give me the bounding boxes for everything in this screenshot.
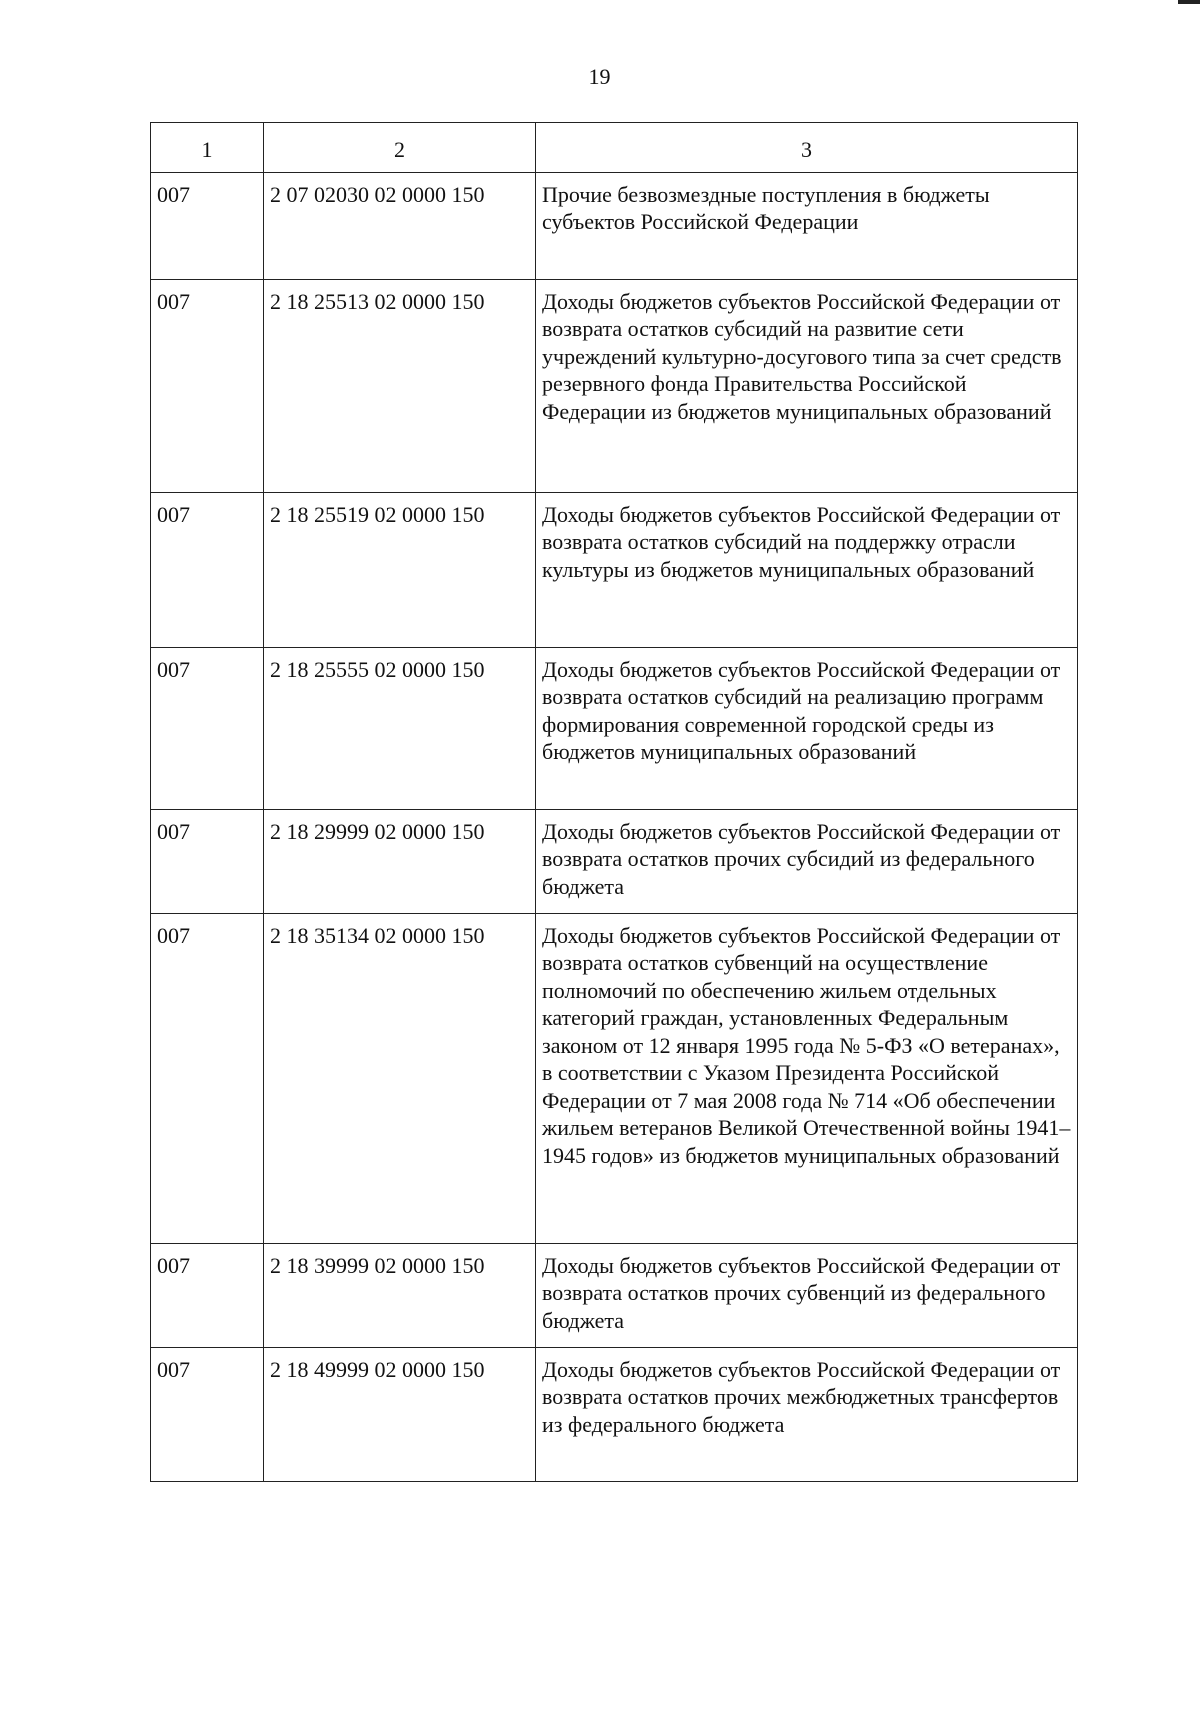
admin-code-cell: 007 bbox=[151, 279, 264, 492]
income-code-cell: 2 18 29999 02 0000 150 bbox=[264, 809, 536, 913]
income-codes-table bbox=[150, 122, 1078, 1482]
admin-code-cell: 007 bbox=[151, 1347, 264, 1481]
admin-code-cell: 007 bbox=[151, 809, 264, 913]
admin-code-cell: 007 bbox=[151, 647, 264, 809]
income-code-cell: 2 07 02030 02 0000 150 bbox=[264, 172, 536, 279]
income-name-cell: Доходы бюджетов субъектов Российской Федерации от возврата остатков субсидий на поддержку отрасли культуры из бюджетов муниципальных образований bbox=[536, 492, 1078, 647]
income-code-cell: 2 18 35134 02 0000 150 bbox=[264, 913, 536, 1243]
admin-code-cell: 007 bbox=[151, 913, 264, 1243]
header-col-3: 3 bbox=[536, 123, 1078, 173]
income-code-cell: 2 18 39999 02 0000 150 bbox=[264, 1243, 536, 1347]
table-row bbox=[151, 492, 1078, 647]
table-row bbox=[151, 647, 1078, 809]
page-number: 19 bbox=[588, 64, 611, 89]
table-row bbox=[151, 1243, 1078, 1347]
income-code-cell: 2 18 25555 02 0000 150 bbox=[264, 647, 536, 809]
income-code-cell: 2 18 25513 02 0000 150 bbox=[264, 279, 536, 492]
table-row bbox=[151, 913, 1078, 1243]
income-name-cell: Доходы бюджетов субъектов Российской Федерации от возврата остатков прочих межбюджетных трансфертов из федерального бюджета bbox=[536, 1347, 1078, 1481]
admin-code-cell: 007 bbox=[151, 492, 264, 647]
income-code-cell: 2 18 25519 02 0000 150 bbox=[264, 492, 536, 647]
income-name-cell: Доходы бюджетов субъектов Российской Федерации от возврата остатков субсидий на развитие сети учреждений культурно-досугового типа за счет средств резервного фонда Правительства Российской Федерации из бюджетов муниципальных образований bbox=[536, 279, 1078, 492]
table-header-row bbox=[151, 123, 1078, 173]
income-name-cell: Доходы бюджетов субъектов Российской Федерации от возврата остатков субсидий на реализацию программ формирования современной городской среды из бюджетов муниципальных образований bbox=[536, 647, 1078, 809]
table-body bbox=[151, 123, 1078, 1482]
income-code-cell: 2 18 49999 02 0000 150 bbox=[264, 1347, 536, 1481]
header-col-1: 1 bbox=[151, 123, 264, 173]
table-row bbox=[151, 809, 1078, 913]
income-name-cell: Доходы бюджетов субъектов Российской Федерации от возврата остатков прочих субсидий из федерального бюджета bbox=[536, 809, 1078, 913]
income-name-cell: Прочие безвозмездные поступления в бюджеты субъектов Российской Федерации bbox=[536, 172, 1078, 279]
table-row bbox=[151, 172, 1078, 279]
corner-scan-mark bbox=[1178, 0, 1200, 4]
income-name-cell: Доходы бюджетов субъектов Российской Федерации от возврата остатков субвенций на осуществление полномочий по обеспечению жильем отдельных категорий граждан, установленных Федеральным законом от 12 января 1995 года № 5-ФЗ «О ветеранах», в соответствии с Указом Президента Российской Федерации от 7 мая 2008 года № 714 «Об обеспечении жильем ветеранов Великой Отечественной войны 1941–1945 годов» из бюджетов муниципальных образований bbox=[536, 913, 1078, 1243]
income-name-cell: Доходы бюджетов субъектов Российской Федерации от возврата остатков прочих субвенций из федерального бюджета bbox=[536, 1243, 1078, 1347]
admin-code-cell: 007 bbox=[151, 172, 264, 279]
table-row bbox=[151, 1347, 1078, 1481]
admin-code-cell: 007 bbox=[151, 1243, 264, 1347]
table-row bbox=[151, 279, 1078, 492]
header-col-2: 2 bbox=[264, 123, 536, 173]
